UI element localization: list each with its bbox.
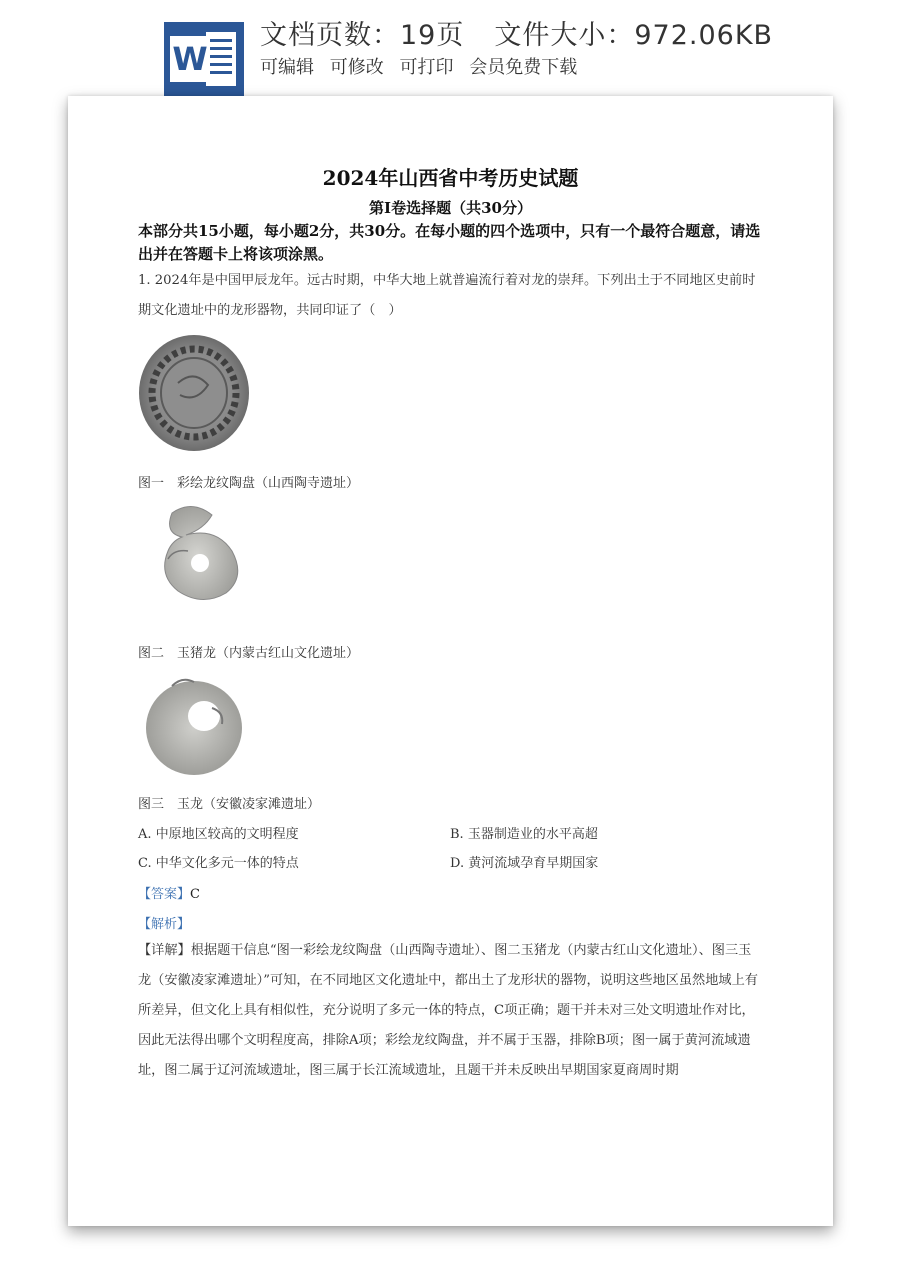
question-stem: 1. 2024年是中国甲辰龙年。远古时期，中华大地上就普遍流行着对龙的崇拜。下列出土于不同地区史前时期文化遗址中的龙形器物，共同印证了（ ） [138, 273, 756, 318]
painted-pottery-plate-image [138, 333, 252, 453]
download-banner [0, 0, 900, 96]
word-document-icon [164, 22, 244, 96]
figure-1-caption: 图一 彩绘龙纹陶盘（山西陶寺遗址） [138, 476, 360, 491]
answer-tag: 【答案】 [138, 887, 191, 902]
word-icon-letter: W [172, 40, 208, 78]
feature-free-download: 会员免费下载 [469, 57, 578, 78]
section-instructions: 本部分共15小题，每小题2分，共30分。在每小题的四个选项中，只有一个最符合题意，请选出并在答题卡上将该项涂黑。 [138, 222, 761, 263]
exam-title: 2024年山西省中考历史试题 [322, 166, 579, 190]
page-count: 文档页数：19页 [260, 20, 465, 51]
section-heading: 第I卷选择题（共30分） [369, 199, 532, 217]
document-page [68, 96, 833, 1226]
detail-text: 根据题干信息“图一彩绘龙纹陶盘（山西陶寺遗址）、图二玉猪龙（内蒙古红山文化遗址）、图三玉龙（安徽凌家滩遗址）”可知，在不同地区文化遗址中，都出土了龙形状的器物，说明这些地区虽然地域上有所差异，但文化上具有相似性，充分说明了多元一体的特点，C项正确；题干并未对三处文明遗址作对比，因此无法得出哪个文明程度高，排除A项；彩绘龙纹陶盘，并不属于玉器，排除B项；图一属于黄河流域遗址，图二属于辽河流域遗址，图三属于长江流域遗址，且题干并未反映出早期国家夏商周时期 [138, 943, 758, 1078]
jade-pig-dragon-image [150, 501, 250, 601]
answer-value: C [190, 887, 200, 902]
option-d[interactable]: D. 黄河流域孕育早期国家 [450, 856, 599, 871]
option-c[interactable]: C. 中华文化多元一体的特点 [138, 856, 299, 871]
file-size: 文件大小：972.06KB [494, 20, 774, 51]
figure-2-caption: 图二 玉猪龙（内蒙古红山文化遗址） [138, 646, 360, 661]
feature-editable: 可编辑 [260, 57, 314, 78]
option-a[interactable]: A. 中原地区较高的文明程度 [138, 827, 299, 842]
analysis-tag: 【解析】 [138, 917, 191, 932]
jade-dragon-image [142, 674, 246, 778]
feature-printable: 可打印 [399, 57, 454, 78]
file-info [260, 18, 773, 54]
analysis-line [138, 913, 190, 932]
detail-tag: 【详解】 [138, 943, 191, 958]
feature-modifiable: 可修改 [329, 57, 384, 78]
feature-list [260, 56, 773, 80]
figure-3-caption: 图三 玉龙（安徽凌家滩遗址） [138, 797, 321, 812]
detail-explanation [138, 936, 763, 1086]
option-b[interactable]: B. 玉器制造业的水平高超 [450, 827, 598, 842]
answer-line [138, 883, 200, 902]
